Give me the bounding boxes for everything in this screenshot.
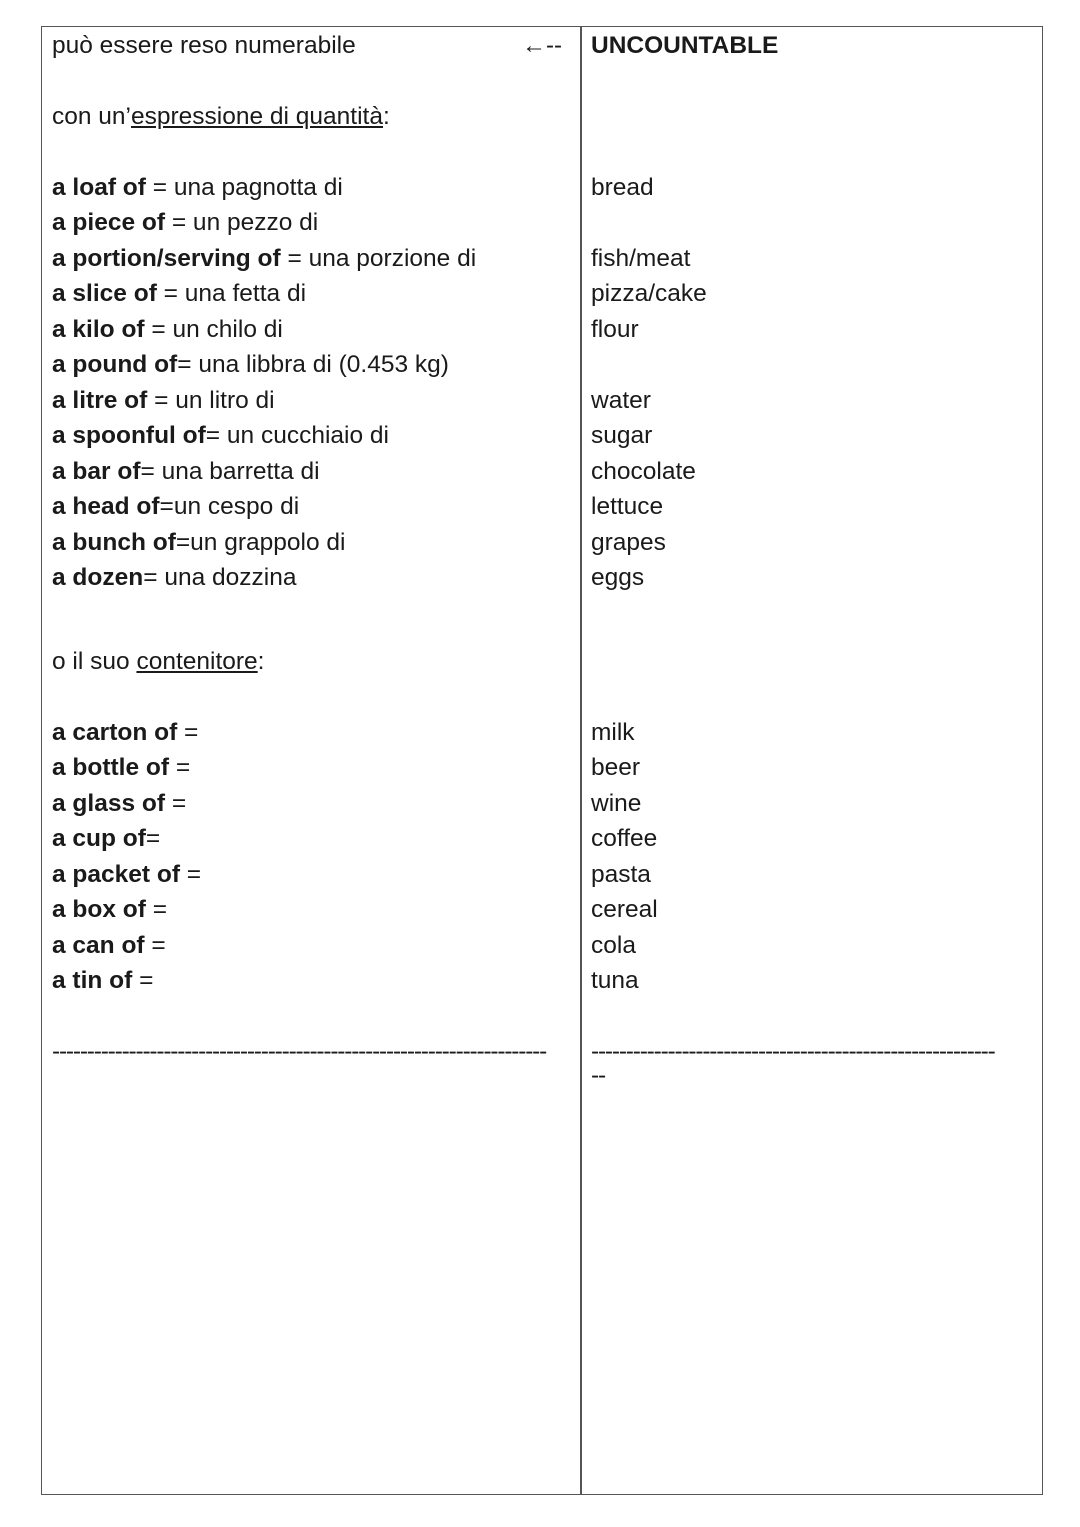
expression-row: [52, 824, 160, 854]
uncountable-noun: wine: [591, 789, 642, 817]
left-arrow-icon: ←--: [522, 32, 562, 59]
expression-meaning: = una fetta di: [156, 280, 307, 308]
uncountable-noun: cereal: [591, 896, 658, 924]
uncountable-noun: coffee: [591, 825, 658, 853]
uncountable-noun: grapes: [591, 528, 666, 556]
expression-row: [52, 753, 190, 783]
uncountable-noun: bread: [591, 174, 654, 201]
uncountable-noun: chocolate: [591, 457, 696, 485]
expression-meaning: =: [145, 896, 168, 924]
expression-row: [52, 244, 476, 274]
expression-meaning: = una barretta di: [140, 457, 320, 485]
expression-row: [52, 386, 275, 416]
uncountable-noun: lettuce: [591, 493, 664, 521]
expression-meaning: = una libbra di (0.453 kg): [177, 351, 449, 379]
expression-meaning: =: [169, 754, 191, 782]
uncountable-noun: tuna: [591, 967, 639, 995]
expression-meaning: =: [177, 719, 199, 746]
uncountable-noun: milk: [591, 719, 635, 746]
expression-term: a pound of: [52, 351, 178, 379]
header-uncountable: UNCOUNTABLE: [591, 32, 779, 59]
quantity-intro: [52, 102, 390, 132]
uncountable-noun: water: [591, 386, 651, 414]
expression-meaning: =: [144, 931, 166, 959]
expression-row: [52, 931, 166, 961]
intro-underlined: contenitore: [136, 648, 258, 675]
expression-term: a portion/serving of: [52, 244, 281, 272]
expression-meaning: =: [145, 825, 161, 853]
expression-row: [52, 528, 345, 558]
expression-meaning: = un chilo di: [144, 315, 283, 343]
expression-meaning: =: [132, 967, 154, 995]
column-divider: [580, 26, 582, 1495]
expression-term: a bottle of: [52, 754, 170, 782]
expression-row: [52, 789, 186, 819]
uncountable-noun: fish/meat: [591, 244, 691, 272]
expression-row: [52, 279, 306, 309]
expression-meaning: =: [180, 860, 202, 888]
expression-row: [52, 563, 296, 593]
expression-term: a head of: [52, 493, 160, 521]
expression-term: a box of: [52, 896, 146, 924]
expression-term: a loaf of: [52, 174, 146, 201]
expression-row: [52, 350, 449, 380]
expression-row: [52, 208, 318, 238]
expression-term: a carton of: [52, 719, 178, 746]
expression-term: a glass of: [52, 789, 166, 817]
expression-term: a kilo of: [52, 315, 145, 343]
expression-term: a cup of: [52, 825, 146, 853]
expression-meaning: =un cespo di: [159, 493, 300, 521]
expression-term: a piece of: [52, 209, 166, 237]
uncountable-noun: pasta: [591, 860, 651, 888]
expression-row: [52, 895, 167, 925]
expression-meaning: = un cucchiaio di: [205, 422, 389, 450]
expression-row: [52, 860, 201, 890]
expression-row: [52, 315, 283, 345]
separator-right: ------------------------------------------------------------: [591, 1038, 995, 1089]
separator-left: -----------------------------------------------------------------------: [52, 1038, 547, 1065]
expression-term: a bar of: [52, 457, 141, 485]
expression-term: a tin of: [52, 967, 133, 995]
intro-underlined: espressione di quantità: [131, 103, 383, 130]
expression-row: [52, 718, 198, 748]
expression-term: a can of: [52, 931, 145, 959]
intro-prefix: con un’: [52, 103, 132, 130]
expression-row: [52, 421, 389, 451]
expression-meaning: = un litro di: [147, 386, 275, 414]
intro-suffix: :: [257, 648, 265, 675]
uncountable-noun: pizza/cake: [591, 280, 707, 308]
expression-row: [52, 173, 343, 203]
expression-term: a packet of: [52, 860, 180, 888]
expression-term: a slice of: [52, 280, 157, 308]
expression-term: a dozen: [52, 563, 144, 591]
uncountable-noun: eggs: [591, 563, 645, 591]
expression-term: a spoonful of: [52, 422, 206, 450]
expression-term: a bunch of: [52, 528, 176, 556]
expression-meaning: = una porzione di: [280, 244, 477, 272]
uncountable-noun: beer: [591, 754, 641, 782]
expression-term: a litre of: [52, 386, 148, 414]
container-intro: [52, 647, 264, 677]
expression-meaning: =: [165, 789, 187, 817]
uncountable-noun: sugar: [591, 422, 653, 450]
expression-row: [52, 966, 153, 996]
expression-row: [52, 457, 320, 487]
expression-meaning: = una pagnotta di: [145, 174, 343, 201]
uncountable-noun: flour: [591, 315, 639, 343]
expression-meaning: = una dozzina: [143, 563, 297, 591]
expression-meaning: =un grappolo di: [175, 528, 346, 556]
header-left: può essere reso numerabile: [52, 32, 356, 59]
intro-prefix: o il suo: [52, 648, 137, 675]
uncountable-noun: cola: [591, 931, 636, 959]
intro-suffix: :: [383, 103, 390, 130]
expression-meaning: = un pezzo di: [165, 209, 319, 237]
expression-row: [52, 492, 299, 522]
